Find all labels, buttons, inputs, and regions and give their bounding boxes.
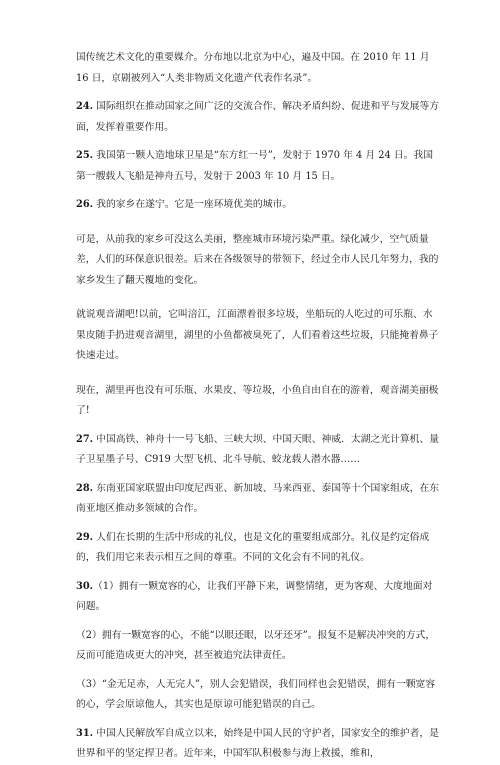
paragraph-27 xyxy=(76,430,440,471)
item-number: 25. xyxy=(76,150,94,161)
paragraph-26-body-3 xyxy=(76,381,440,422)
paragraph-text: （2）拥有一颗宽容的心，不能“以眼还眼，以牙还牙”。报复不是解决冲突的方式，反而可能造成更大的冲突，甚至被追究法律责任。 xyxy=(76,629,436,661)
paragraph-29 xyxy=(76,528,440,569)
paragraph-28 xyxy=(76,479,440,520)
item-number: 27. xyxy=(76,433,94,445)
item-number: 30. xyxy=(76,580,94,592)
paragraph-0 xyxy=(76,48,440,89)
item-number: 28. xyxy=(76,482,94,494)
paragraph-31 xyxy=(76,724,440,765)
paragraph-text: 就说观音湖吧!以前，它叫涪江，江面漂着很多垃圾，坐船玩的人吃过的可乐瓶、水果皮随手扔进观音湖里，湖里的小鱼都被臭死了，人们看着这些垃圾，只能掩着鼻子快速走过。 xyxy=(76,309,439,361)
paragraph-text: （3）“金无足赤，人无完人”，别人会犯错误，我们同样也会犯错误，拥有一颗宽容的心，学会原谅他人，其实也是原谅可能犯错误的自己。 xyxy=(76,678,436,710)
paragraph-30-3 xyxy=(76,675,440,716)
paragraph-26 xyxy=(76,195,440,216)
paragraph-text: 东南亚国家联盟由印度尼西亚、新加坡、马来西亚、泰国等十个国家组成，在东南亚地区推动多领域的合作。 xyxy=(76,482,440,514)
paragraph-text: 我的家乡在遂宁。它是一座环境优美的城市。 xyxy=(93,199,293,210)
item-number: 29. xyxy=(76,531,94,543)
paragraph-text: 人们在长期的生活中形成的礼仪，也是文化的重要组成部分。礼仪是约定俗成的，我们用它来表示相互之间的尊重。不同的文化会有不同的礼仪。 xyxy=(76,531,430,563)
paragraph-text: 中国人民解放军自成立以来，始终是中国人民的守护者，国家安全的维护者，是世界和平的坚定捍卫者。近年来，中国军队积极参与海上救援，维和， xyxy=(76,727,440,759)
paragraph-25 xyxy=(76,146,440,187)
paragraph-text: 可是，从前我的家乡可没这么美丽，整座城市环境污染严重。绿化减少，空气质量差，人们的环保意识很差。后来在各级领导的带领下，经过全市人民几年努力，我的家乡发生了翻天覆地的变化。 xyxy=(76,233,439,286)
paragraph-30 xyxy=(76,577,440,618)
paragraph-30-2 xyxy=(76,626,440,667)
paragraph-text: （1）拥有一颗宽容的心，让我们平静下来，调整情绪，更为客观、大度地面对问题。 xyxy=(76,580,433,612)
item-number: 31. xyxy=(76,727,94,739)
item-number: 24. xyxy=(76,101,94,112)
paragraph-24 xyxy=(76,97,440,138)
paragraph-text: 我国第一颗人造地球卫星是“东方红一号”，发射于 1970 年 4 月 24 日。我国第一艘载人飞船是神舟五号，发射于 2003 年 10 月 15 日。 xyxy=(76,150,434,182)
paragraph-text: 中国高铁、神舟十一号飞船、三峡大坝、中国天眼、神威．太湖之光计算机、量子卫星墨子号、C919 大型飞机、北斗导航、蛟龙载人潜水器…… xyxy=(76,433,440,465)
item-number: 26. xyxy=(76,199,94,210)
paragraph-26-body-2 xyxy=(76,305,440,367)
paragraph-text: 国传统艺术文化的重要媒介。分布地以北京为中心，遍及中国。在 2010 年 11 月 16 日，京剧被列入“人类非物质文化遗产代表作名录”。 xyxy=(76,52,430,84)
paragraph-text: 国际组织在推动国家之间广泛的交流合作、解决矛盾纠纷、促进和平与发展等方面，发挥着重要作用。 xyxy=(76,101,440,133)
paragraph-text: 现在，湖里再也没有可乐瓶、水果皮、等垃圾，小鱼自由自在的游着，观音湖美丽极了! xyxy=(76,384,439,416)
paragraph-26-body-1 xyxy=(76,230,440,292)
